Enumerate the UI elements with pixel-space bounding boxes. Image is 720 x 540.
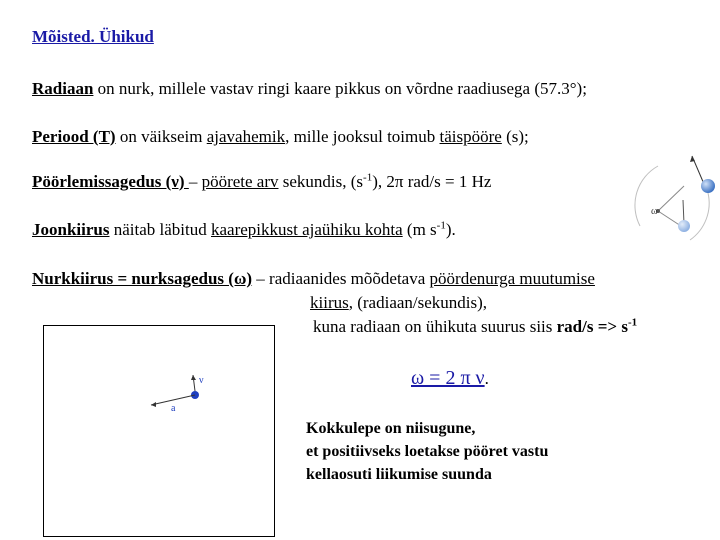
note-line-2: et positiivseks loetakse pööret vastu [306,443,549,461]
sagedus-text-1: – [188,172,202,191]
circle-arc-right [690,193,709,240]
omega-formula [411,367,489,390]
a-label: a [171,403,176,414]
note-line-1: Kokkulepe on niisugune, [306,420,476,437]
sagedus-text-2: sekundis, (s [278,172,364,191]
definition-sagedus [32,172,491,192]
figure-frame [44,326,275,537]
link-ajavahemik[interactable]: ajavahemik [206,127,286,146]
nurkkiirus-unit: rad/s => s [556,317,628,336]
omega-label: ω [651,206,658,217]
definition-periood [32,127,529,147]
sagedus-superscript: -1 [363,171,373,184]
term-radiaan: Radiaan [32,79,94,98]
definition-joonkiirus [32,220,456,240]
joonkiirus-text-3: ). [445,220,456,239]
nurkkiirus-line-2 [310,293,487,313]
nurkkiirus-superscript: -1 [627,316,638,329]
convention-note [306,417,666,487]
rotating-ball-ghost [678,220,690,232]
nu-label: ν [199,375,204,386]
definition-nurkkiirus [32,269,595,289]
nurkkiirus-text-2: , (radiaan/sekundis), [348,293,488,312]
nurkkiirus-text-3: kuna radiaan on ühikuta suurus siis [313,317,557,336]
note-line-3: kellaosuti liikumise suunda [306,466,492,484]
link-kaarepikkus[interactable]: kaarepikkust ajaühiku kohta [211,220,403,239]
joonkiirus-text-1: näitab läbitud [109,220,211,239]
radiaan-definition-text: on nurk, millele vastav ringi kaare pikkus on võrdne raadiusega (57.3°); [93,79,587,98]
term-poorlemissagedus: Pöörlemissagedus (ν) [32,172,189,191]
link-kiirus[interactable]: kiirus [310,293,349,312]
nurkkiirus-line-3 [313,317,637,337]
circle-arc [635,166,658,226]
page-title: Mõisted. Ühikud [32,27,154,46]
term-joonkiirus: Joonkiirus [32,220,110,239]
link-poordenurga-muutumise[interactable]: pöördenurga muutumise [429,269,595,288]
rotation-circle-figure [628,148,718,248]
definition-radiaan [32,79,587,99]
link-taispoore[interactable]: täispööre [439,127,502,146]
rotating-ball [701,179,715,193]
vector-box-figure [43,325,275,537]
sagedus-text-3: ), 2π rad/s = 1 Hz [372,172,492,191]
velocity-arrowhead [690,156,695,162]
periood-text-3: (s); [501,127,529,146]
formula-period: . [484,369,489,388]
radius-line-1 [658,186,684,211]
periood-text-1: on väikseim [115,127,207,146]
nurkkiirus-text-1: – radiaanides mõõdetava [252,269,430,288]
periood-text-2: , mille jooksul toimub [285,127,440,146]
joonkiirus-superscript: -1 [436,219,446,232]
formula-text: ω = 2 π ν [411,367,485,389]
term-nurkkiirus: Nurkkiirus = nurksagedus (ω) [32,269,253,288]
joonkiirus-text-2: (m s [402,220,437,239]
link-poorete-arv[interactable]: pöörete arv [201,172,279,191]
term-periood: Periood (T) [32,127,116,146]
